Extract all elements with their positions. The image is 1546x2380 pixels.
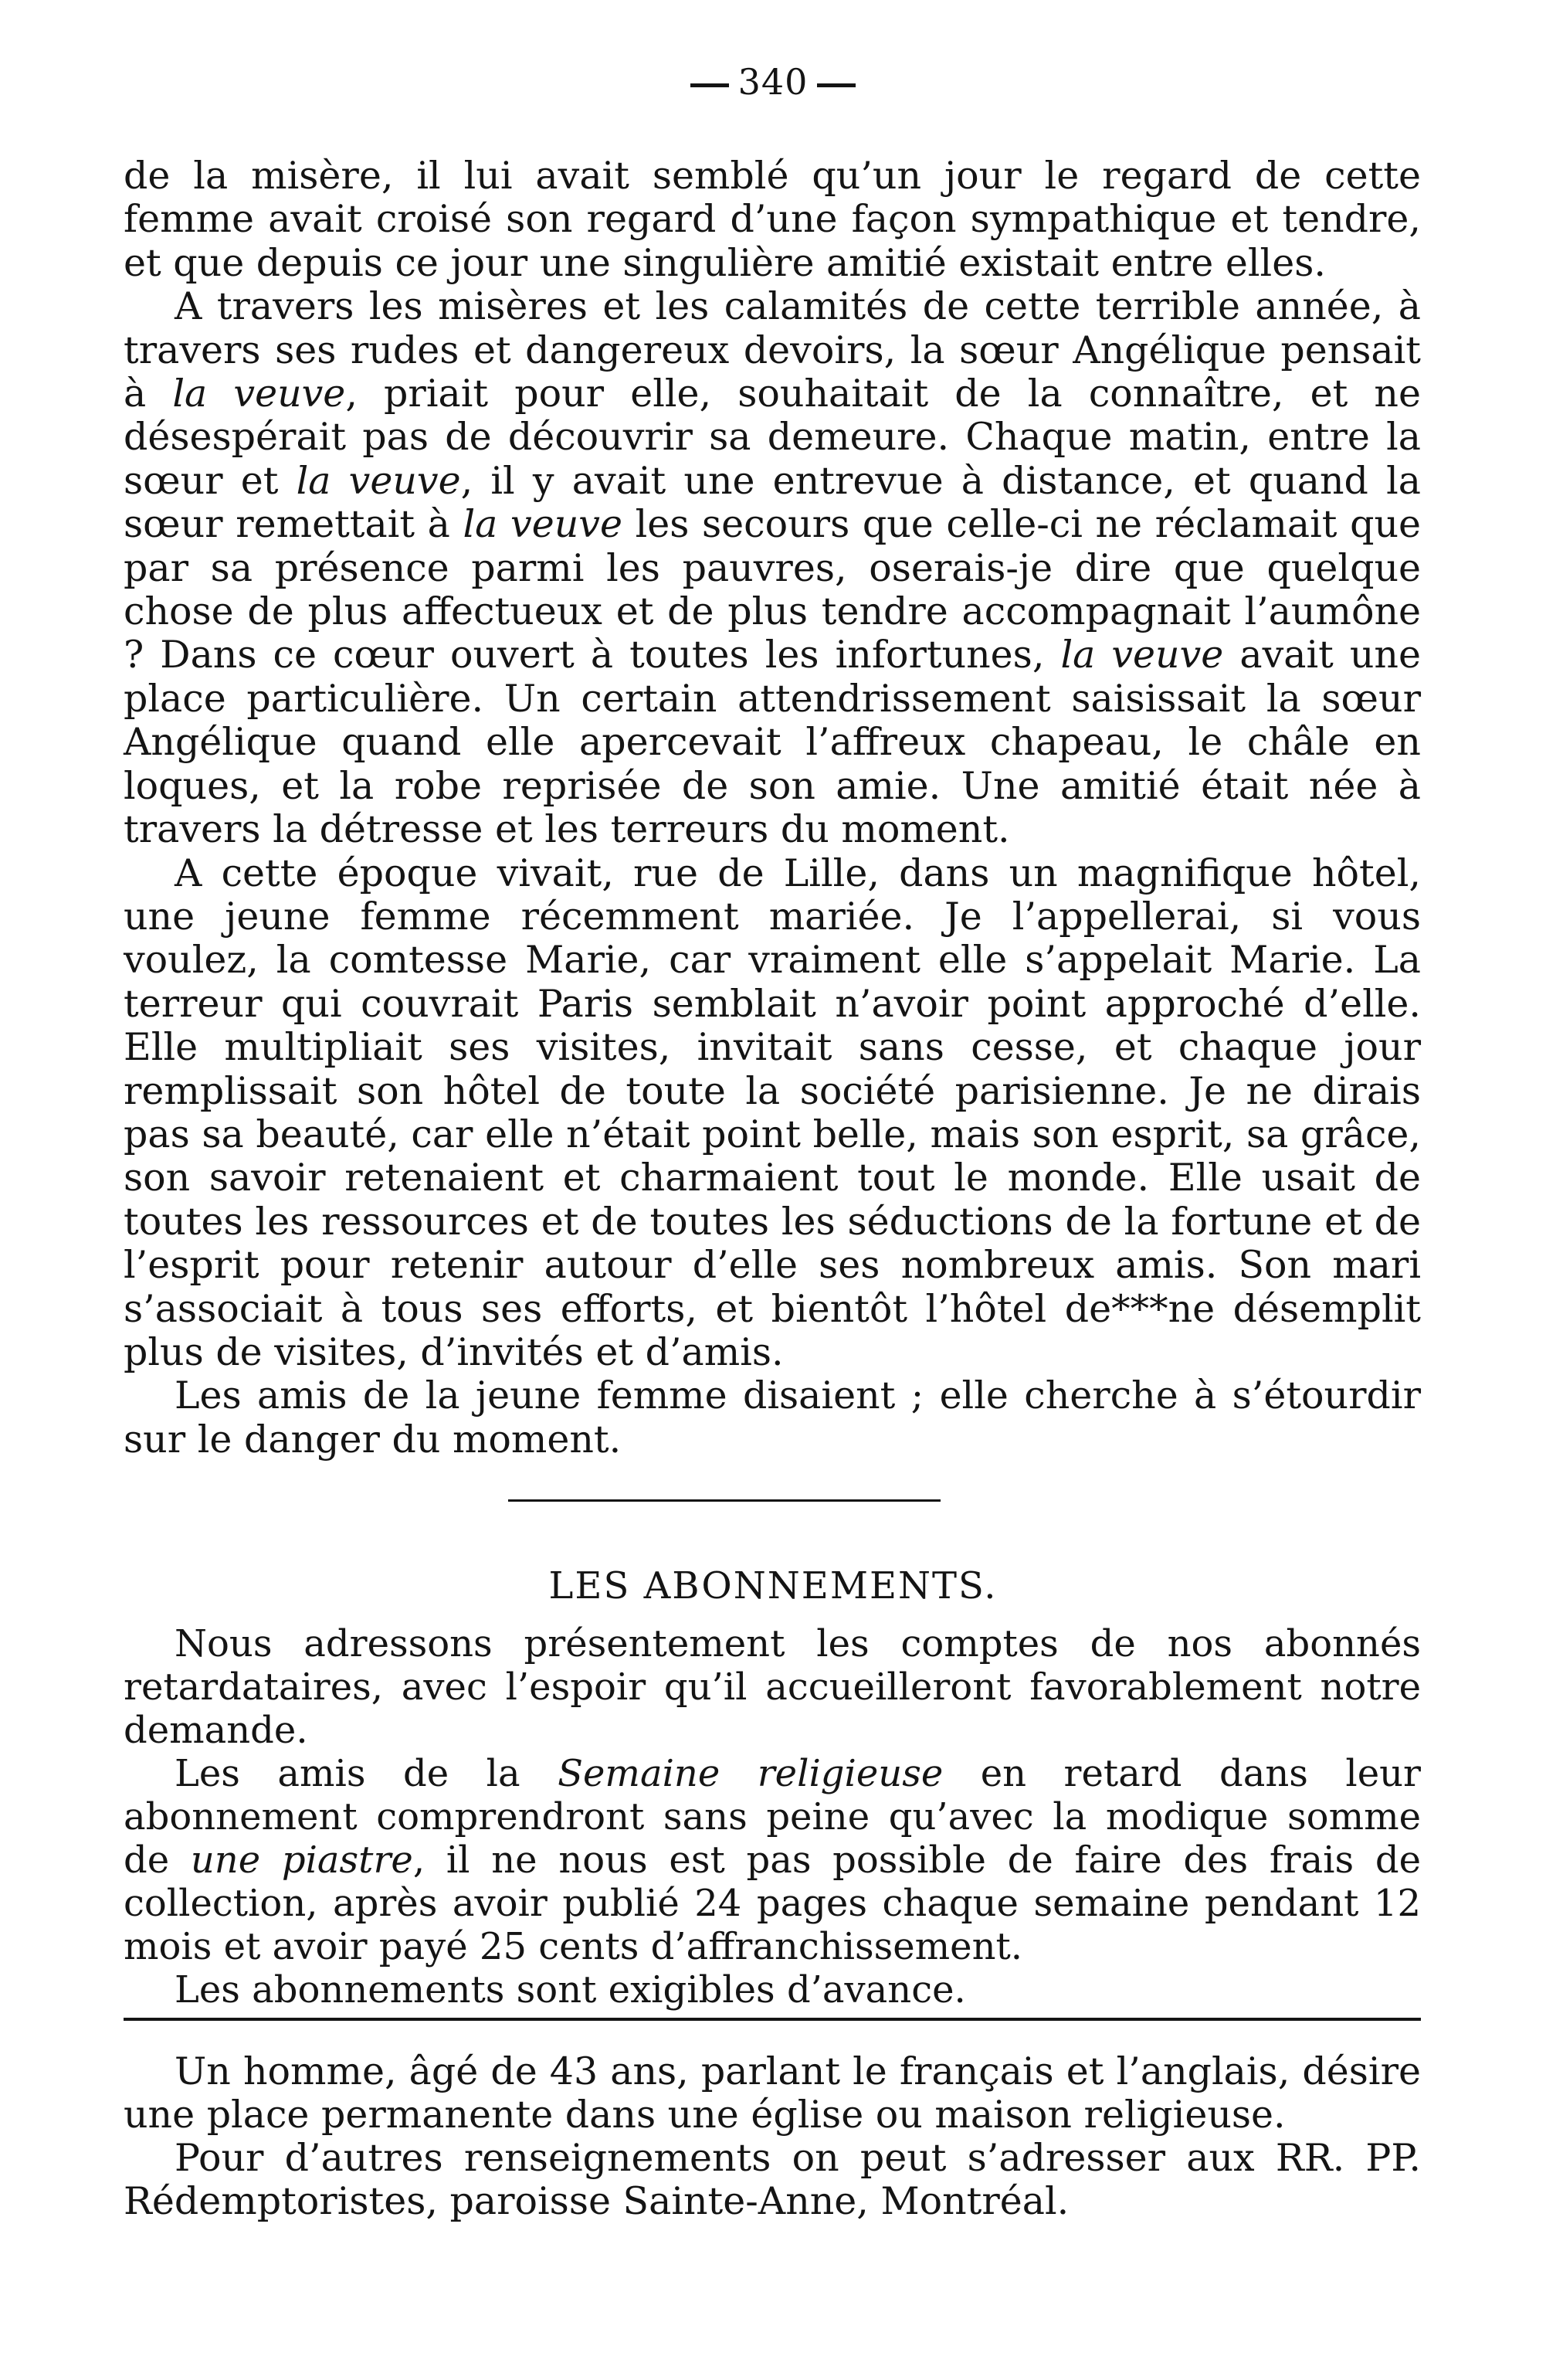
notice-paragraph bbox=[124, 2050, 1421, 2137]
article-body bbox=[124, 154, 1421, 1462]
section-divider bbox=[508, 1499, 941, 1502]
paragraph-text: les secours que celle-ci ne réclamait que par sa présence parmi les pauvres, oserais-je dire que quelque chose de plus affectueux et de plus tendre accompagnait l’aumône ? Dans ce cœur ouvert à toutes les infortunes, bbox=[124, 502, 1422, 677]
article-paragraph bbox=[124, 154, 1421, 285]
page-number-header bbox=[0, 60, 1546, 104]
article-paragraph bbox=[124, 285, 1421, 851]
abonnements-paragraph bbox=[124, 1752, 1421, 1968]
paragraph-text: avait une place particulière. Un certain attendrissement saisissait la sœur Angélique quand elle apercevait l’affreux chapeau, le châle en loques, et la robe reprisée de son amie. Une amitié était née à travers la détresse et les terreurs du moment. bbox=[124, 633, 1421, 852]
paragraph-text: Les amis de la jeune femme disaient ; elle cherche à s’étourdir sur le danger du moment. bbox=[124, 1373, 1421, 1462]
abonnements-body bbox=[124, 1622, 1421, 2012]
paragraph-text: Pour d’autres renseignements on peut s’adresser aux RR. PP. Rédemptoristes, paroisse Sainte-Anne, Montréal. bbox=[124, 2136, 1421, 2223]
italic-text: une piastre bbox=[190, 1838, 413, 1882]
paragraph-text: en retard dans leur abonnement comprendront sans peine qu’avec la modique somme de bbox=[124, 1752, 1421, 1882]
italic-text: la veuve bbox=[463, 502, 622, 547]
header-dash-left bbox=[690, 83, 729, 87]
header-dash-right bbox=[817, 83, 856, 87]
paragraph-text: A cette époque vivait, rue de Lille, dans un magnifique hôtel, une jeune femme récemment mariée. Je l’appellerai, si vous voulez, la comtesse Marie, car vraiment elle s’appelait Marie. La terreur qui couvrait Paris semblait n’avoir point approché d’elle. Elle multipliait ses visites, invitait sans cesse, et chaque jour remplissait son hôtel de toute la société parisienne. Je ne dirais pas sa beauté, car elle n’était point belle, mais son esprit, sa grâce, son savoir retenaient et charmaient tout le monde. Elle usait de toutes les ressources et de toutes les séductions de la fortune et de l’esprit pour retenir autour d’elle ses nombreux amis. Son mari s’associait à tous ses efforts, et bientôt l’hôtel de***ne désemplit plus de visites, d’invités et d’amis. bbox=[124, 850, 1421, 1374]
abonnements-title: LES ABONNEMENTS. bbox=[548, 1564, 998, 1608]
italic-text: la veuve bbox=[1060, 633, 1224, 677]
italic-text: la veuve bbox=[296, 458, 461, 503]
article-paragraph bbox=[124, 852, 1421, 1375]
abonnements-paragraph bbox=[124, 1968, 1421, 2012]
article-paragraph bbox=[124, 1374, 1421, 1462]
italic-text: Semaine religieuse bbox=[558, 1752, 944, 1795]
paragraph-text: Les abonnements sont exigibles d’avance. bbox=[175, 1968, 966, 2012]
paragraph-text: , priait pour elle, souhaitait de la connaître, et ne désespérait pas de découvrir sa demeure. Chaque matin, entre la sœur et bbox=[124, 372, 1421, 503]
abonnements-paragraph bbox=[124, 1622, 1421, 1752]
italic-text: la veuve bbox=[172, 372, 346, 416]
paragraph-text: Les amis de la bbox=[175, 1752, 558, 1795]
paragraph-text: , il ne nous est pas possible de faire des frais de collection, après avoir publié 24 pages chaque semaine pendant 12 mois et avoir payé 25 cents d’affranchissement. bbox=[124, 1838, 1422, 1968]
paragraph-text: Nous adressons présentement les comptes de nos abonnés retardataires, avec l’espoir qu’il accueilleront favorablement notre demande. bbox=[124, 1622, 1421, 1752]
notice-paragraph bbox=[124, 2137, 1421, 2223]
paragraph-text: de la misère, il lui avait semblé qu’un jour le regard de cette femme avait croisé son regard d’une façon sympathique et tendre, et que depuis ce jour une singulière amitié existait entre elles. bbox=[124, 154, 1421, 285]
paragraph-text: , il y avait une entrevue à distance, et quand la sœur remettait à bbox=[124, 458, 1421, 547]
page-number: 340 bbox=[737, 61, 809, 103]
paragraph-text: Un homme, âgé de 43 ans, parlant le français et l’anglais, désire une place permanente dans une église ou maison religieuse. bbox=[124, 2049, 1421, 2137]
notice-body bbox=[124, 2050, 1421, 2223]
paragraph-text: A travers les misères et les calamités de cette terrible année, à travers ses rudes et dangereux devoirs, la sœur Angélique pensait à bbox=[124, 284, 1421, 416]
notice-divider bbox=[124, 2018, 1421, 2021]
